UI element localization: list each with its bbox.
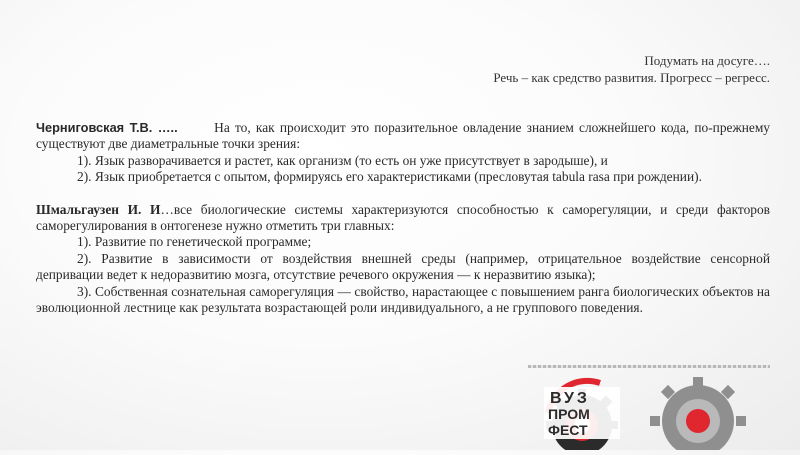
logo-gear-right [650,377,746,450]
header-line-1: Подумать на досуге…. [644,53,770,68]
section2-intro-paragraph [36,202,770,235]
section2-item-3: 3). Собственная сознательная саморегуляция — свойство, нарастающее с повышением ранга биологических объектов на эволюционной лестнице как результата возрастающей роли индивидуального, а не группового поведения. [36,283,770,316]
section1-item-1: 1). Язык разворачивается и растет, как организм (то есть он уже присутствует в зародыше), и [77,152,608,168]
section1-intro-paragraph [36,120,770,153]
slide-body [36,120,770,316]
footnote-strip [528,365,770,368]
section1-item-2: 2). Язык приобретается с опытом, формируясь его характеристиками (пресловутая tabula rasa при рождении). [77,169,702,185]
section2-item-2: 2). Развитие в зависимости от воздействия внешней среды (например, отрицательное воздействие сенсорной депривации ведет к недоразвитию мозга, отсутствие речевого окружения — к неразвитию языка); [36,250,770,283]
section1-intro: На то, как происходит это поразительное овладение знанием сложнейшего кода, по-прежнему существуют две диаметральные точки зрения: [36,120,770,152]
vuz-promfest-logo [530,373,770,450]
section2-intro: …все биологические системы характеризуются способностью к саморегуляции, и среди факторов саморегулирования в онтогенезе нужно отметить три главных: [36,201,770,234]
logo-text-line-2: ПРОМ [548,406,590,422]
header-line-2: Речь – как средство развития. Прогресс – регресс. [493,70,770,85]
logo-text-line-1: ВУЗ [550,390,590,407]
slide-header [493,52,770,86]
logo-text-line-3: ФЕСТ [548,422,588,438]
author-chernigovskaya: Черниговская Т.В. ….. [36,120,178,135]
author-shmalgauzen: Шмальгаузен И. И [36,201,161,217]
section2-item-1: 1). Развитие по генетической программе; [77,234,312,250]
